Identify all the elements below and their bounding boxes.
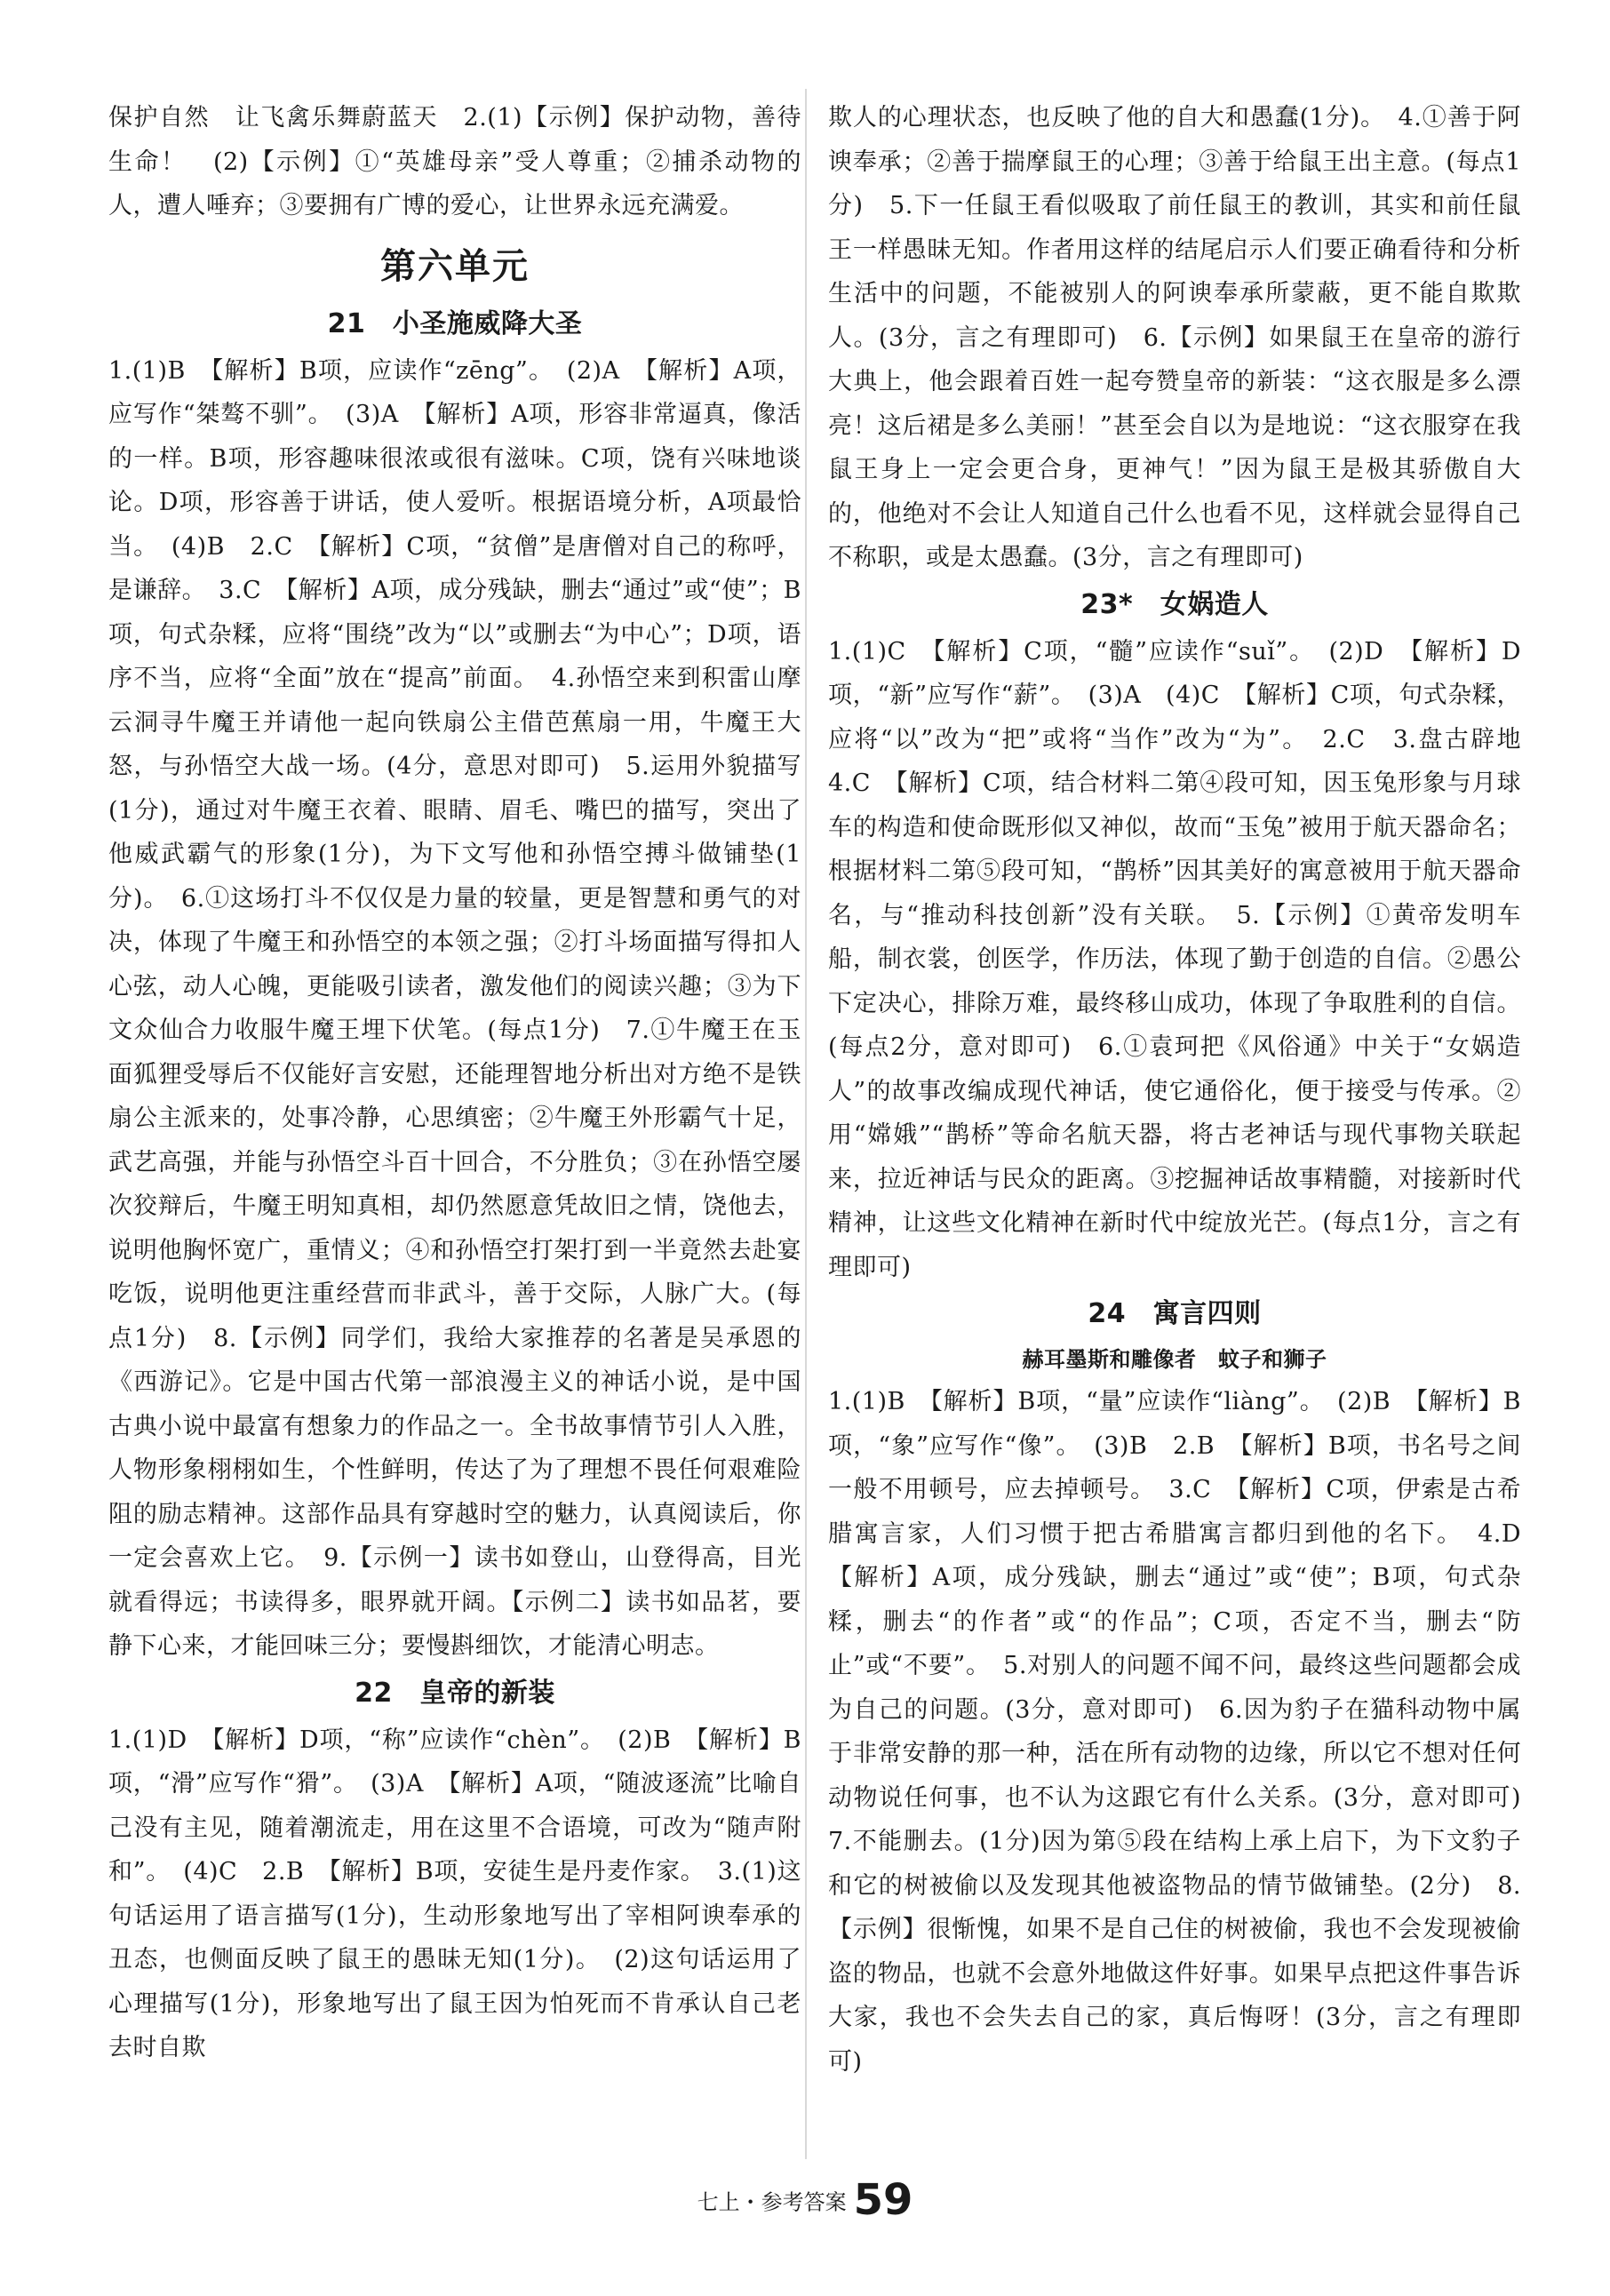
- lesson-21-title: 21 小圣施威降大圣: [327, 307, 583, 339]
- left-column: [108, 96, 801, 2070]
- lesson-22-answers: 1.(1)D 【解析】D项，“称”应读作“chèn”。 (2)B 【解析】B项，“滑”应写作“猾”。 (3)A 【解析】A项，“随波逐流”比喻自己没有主见，随着潮流走，用在这里不合语境，可改为“随声附和”。 (4)C 2.B 【解析】B项，安徒生是丹麦作家。 3.(1)这句话运用了语言描写(1分)，生动形象地写出了宰相阿谀奉承的丑态，也侧面反映了鼠王的愚昧无知(1分)。 (2)这句话运用了心理描写(1分)，形象地写出了鼠王因为怕死而不肯承认自己老去时自欺: [108, 1726, 801, 2061]
- column-divider: [805, 89, 807, 2159]
- answer-paragraph-unit5-end: 保护自然 让飞禽乐舞蔚蓝天 2.(1)【示例】保护动物，善待生命！ (2)【示例】①“英雄母亲”受人尊重；②捕杀动物的人，遭人唾弃；③要拥有广博的爱心，让世界永远充满爱。: [108, 104, 801, 219]
- lesson-23-title: 23* 女娲造人: [1080, 588, 1269, 620]
- unit-title: 第六单元: [380, 245, 530, 287]
- lesson-24-subtitle: 赫耳墨斯和雕像者 蚊子和狮子: [1022, 1347, 1327, 1372]
- lesson-23-answers: 1.(1)C 【解析】C项，“髓”应读作“suǐ”。 (2)D 【解析】D项，“新”应写作“薪”。 (3)A (4)C 【解析】C项，句式杂糅，应将“以”改为“把”或将“当作”改为“为”。 2.C 3.盘古辟地 4.C 【解析】C项，结合材料二第④段可知，因玉兔形象与月球车的构造和使命既形似又神似，故而“玉兔”被用于航天器命名；根据材料二第⑤段可知，“鹊桥”因其美好的寓意被用于航天器命名，与“推动科技创新”没有关联。 5.【示例】①黄帝发明车船，制衣裳，创医学，作历法，体现了勤于创造的自信。②愚公下定决心，排除万难，最终移山成功，体现了争取胜利的自信。(每点2分，意对即可) 6.①袁珂把《风俗通》中关于“女娲造人”的故事改编成现代神话，使它通俗化，便于接受与传承。②用“嫦娥”“鹊桥”等命名航天器，将古老神话与现代事物关联起来，拉近神话与民众的距离。③挖掘神话故事精髓，对接新时代精神，让这些文化精神在新时代中绽放光芒。(每点1分，言之有理即可): [828, 637, 1546, 1281]
- lesson-24-title: 24 寓言四则: [1088, 1298, 1262, 1329]
- page-footer: [0, 2175, 1610, 2225]
- lesson-21-answers: 1.(1)B 【解析】B项，应读作“zēng”。 (2)A 【解析】A项，应写作“桀骜不驯”。 (3)A 【解析】A项，形容非常逼真，像活的一样。B项，形容趣味很浓或很有滋味。C项，饶有兴味地谈论。D项，形容善于讲话，使人爱听。根据语境分析，A项最恰当。 (4)B 2.C 【解析】C项，“贫僧”是唐僧对自己的称呼，是谦辞。 3.C 【解析】A项，成分残缺，删去“通过”或“使”；B项，句式杂糅，应将“围绕”改为“以”或删去“为中心”；D项，语序不当，应将“全面”放在“提高”前面。 4.孙悟空来到积雷山摩云洞寻牛魔王并请他一起向铁扇公主借芭蕉扇一用，牛魔王大怒，与孙悟空大战一场。(4分，意思对即可) 5.运用外貌描写(1分)，通过对牛魔王衣着、眼睛、眉毛、嘴巴的描写，突出了他威武霸气的形象(1分)，为下文写他和孙悟空搏斗做铺垫(1分)。 6.①这场打斗不仅仅是力量的较量，更是智慧和勇气的对决，体现了牛魔王和孙悟空的本领之强；②打斗场面描写得扣人心弦，动人心魄，更能吸引读者，激发他们的阅读兴趣；③为下文众仙合力收服牛魔王埋下伏笔。(每点1分) 7.①牛魔王在玉面狐狸受辱后不仅能好言安慰，还能理智地分析出对方绝不是铁扇公主派来的，处事冷静，心思缜密；②牛魔王外形霸气十足，武艺高强，并能与孙悟空斗百十回合，不分胜负；③在孙悟空屡次狡辩后，牛魔王明知真相，却仍然愿意凭故旧之情，饶他去，说明他胸怀宽广，重情义；④和孙悟空打架打到一半竟然去赴宴吃饭，说明他更注重经营而非武斗，善于交际，人脉广大。(每点1分) 8.【示例】同学们，我给大家推荐的名著是吴承恩的《西游记》。它是中国古代第一部浪漫主义的神话小说，是中国古典小说中最富有想象力的作品之一。全书故事情节引人入胜，人物形象栩栩如生，个性鲜明，传达了为了理想不畏任何艰难险阻的励志精神。这部作品具有穿越时空的魅力，认真阅读后，你一定会喜欢上它。 9.【示例一】读书如登山，山登得高，目光就看得远；书读得多，眼界就开阔。【示例二】读书如品茗，要静下心来，才能回味三分；要慢斟细饮，才能清心明志。: [108, 356, 801, 1660]
- lesson-22-answers-continued: 欺人的心理状态，也反映了他的自大和愚蠢(1分)。 4.①善于阿谀奉承；②善于揣摩鼠王的心理；③善于给鼠王出主意。(每点1分) 5.下一任鼠王看似吸取了前任鼠王的教训，其实和前任鼠王一样愚昧无知。作者用这样的结尾启示人们要正确看待和分析生活中的问题，不能被别人的阿谀奉承所蒙蔽，更不能自欺欺人。(3分，言之有理即可) 6.【示例】如果鼠王在皇帝的游行大典上，他会跟着百姓一起夸赞皇帝的新装：“这衣服是多么漂亮！这后裙是多么美丽！”甚至会自以为是地说：“这衣服穿在我鼠王身上一定会更合身，更神气！”因为鼠王是极其骄傲自大的，他绝对不会让人知道自己什么也看不见，这样就会显得自己不称职，或是太愚蠢。(3分，言之有理即可): [828, 104, 1521, 571]
- footer-label: 七上・参考答案: [697, 2189, 847, 2215]
- lesson-22-title: 22 皇帝的新装: [355, 1677, 555, 1709]
- page-number: 59: [853, 2175, 913, 2225]
- lesson-24-answers: 1.(1)B 【解析】B项，“量”应读作“liàng”。 (2)B 【解析】B项，“象”应写作“像”。 (3)B 2.B 【解析】B项，书名号之间一般不用顿号，应去掉顿号。 3.C 【解析】C项，伊索是古希腊寓言家，人们习惯于把古希腊寓言都归到他的名下。 4.D 【解析】A项，成分残缺，删去“通过”或“使”；B项，句式杂糅，删去“的作者”或“的作品”；C项，否定不当，删去“防止”或“不要”。 5.对别人的问题不闻不问，最终这些问题都会成为自己的问题。(3分，意对即可) 6.因为豹子在猫科动物中属于非常安静的那一种，活在所有动物的边缘，所以它不想对任何动物说任何事，也不认为这跟它有什么关系。(3分，意对即可) 7.不能删去。(1分)因为第⑤段在结构上承上启下，为下文豹子和它的树被偷以及发现其他被盗物品的情节做铺垫。(2分) 8.【示例】很惭愧，如果不是自己住的树被偷，我也不会发现被偷盗的物品，也就不会意外地做这件好事。如果早点把这件事告诉大家，我也不会失去自己的家，真后悔呀！(3分，言之有理即可): [828, 1388, 1546, 2076]
- right-column: [828, 96, 1546, 2084]
